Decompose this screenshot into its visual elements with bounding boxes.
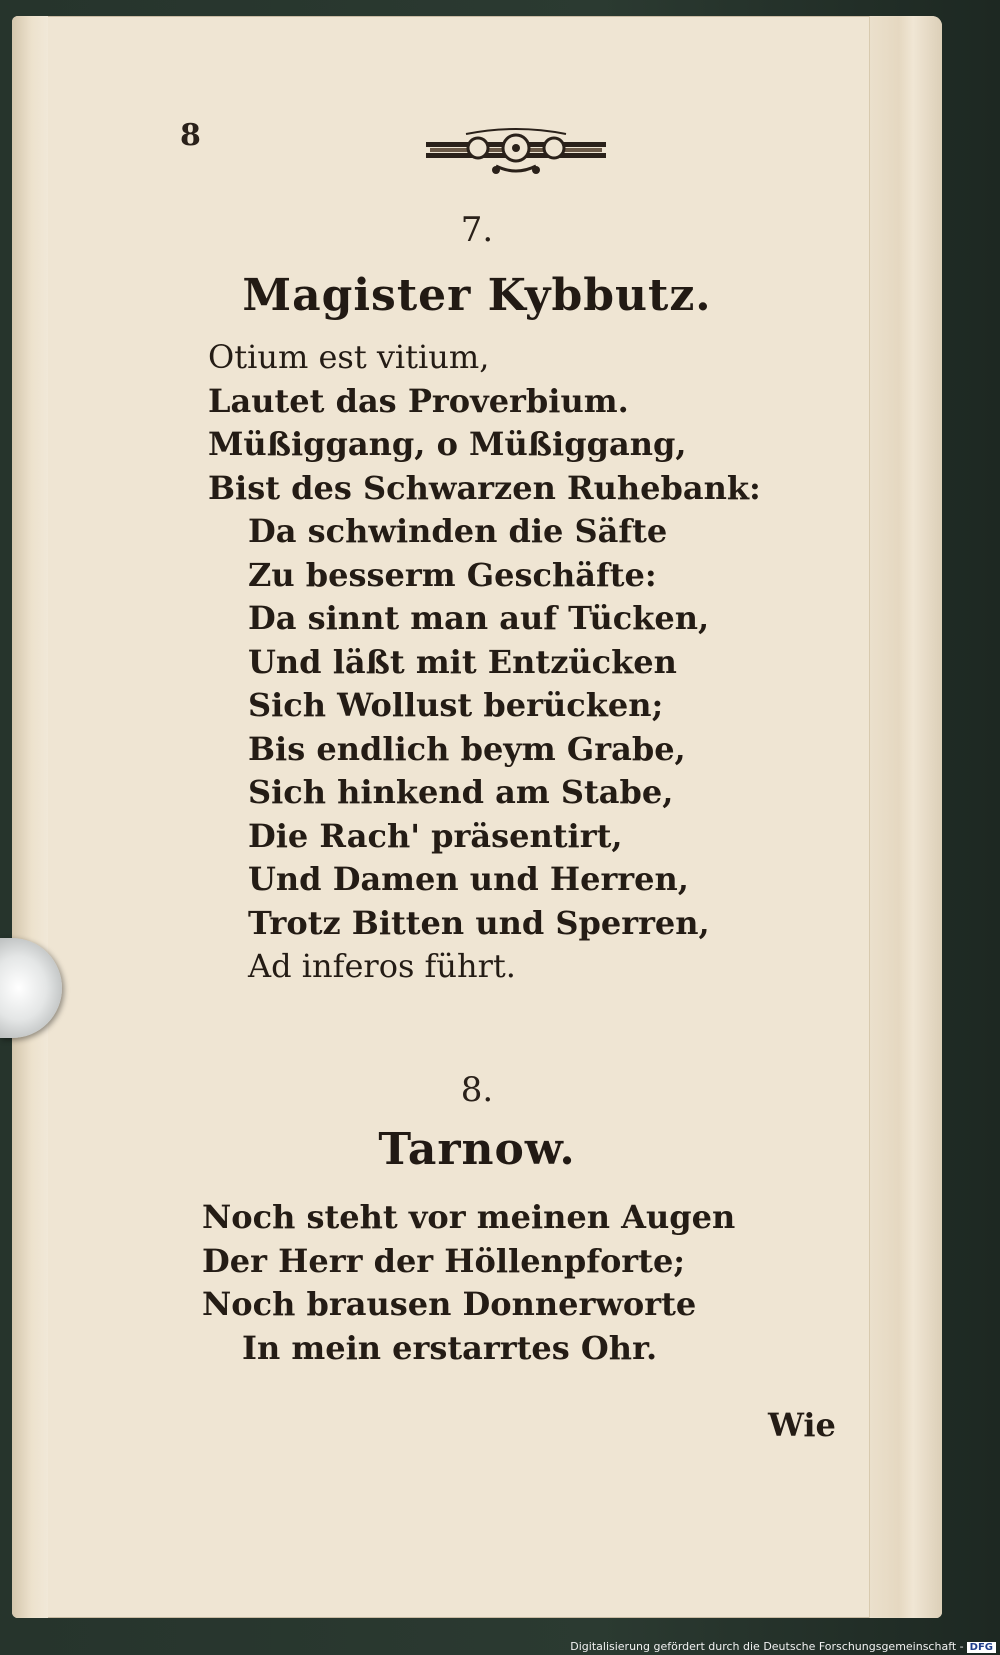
verse-line: Der Herr der Höllenpforte; bbox=[202, 1241, 686, 1280]
page-number: 8 bbox=[180, 118, 201, 153]
book-page bbox=[12, 16, 942, 1618]
verse-line: Bist des Schwarzen Ruhebank: bbox=[208, 468, 761, 507]
poem-title: Tarnow. bbox=[378, 1124, 576, 1175]
verse-line: Lautet das Proverbium. bbox=[208, 381, 629, 420]
poem-title: Magister Kybbutz. bbox=[242, 270, 712, 321]
verse-line: Trotz Bitten und Sperren, bbox=[248, 903, 710, 942]
verse-line: Zu besserm Geschäfte: bbox=[248, 555, 657, 594]
ornament-icon bbox=[426, 126, 606, 178]
verse-line: Da schwinden die Säfte bbox=[248, 512, 668, 550]
poem-verse bbox=[208, 336, 761, 989]
verse-line: Noch steht vor meinen Augen bbox=[202, 1198, 736, 1236]
digitization-credit bbox=[570, 1640, 996, 1653]
verse-line: Und läßt mit Entzücken bbox=[248, 642, 677, 681]
credit-text: Digitalisierung gefördert durch die Deutsche Forschungsgemeinschaft - bbox=[570, 1640, 964, 1653]
page-edge-right bbox=[869, 16, 942, 1618]
verse-line: Otium est vitium, bbox=[208, 338, 490, 376]
poem-number: 7. bbox=[460, 210, 494, 250]
verse-line: Die Rach' präsentirt, bbox=[248, 816, 623, 855]
dfg-logo: DFG bbox=[967, 1642, 996, 1653]
verse-line: Sich Wollust berücken; bbox=[248, 686, 664, 724]
verse-line: Noch brausen Donnerworte bbox=[202, 1285, 697, 1323]
page-edge-left bbox=[12, 16, 48, 1618]
verse-line: In mein erstarrtes Ohr. bbox=[242, 1328, 658, 1367]
verse-line: Da sinnt man auf Tücken, bbox=[248, 599, 710, 637]
verse-line: Und Damen und Herren, bbox=[248, 860, 689, 898]
verse-line: Ad inferos führt. bbox=[248, 947, 516, 985]
verse-line: Sich hinkend am Stabe, bbox=[248, 773, 674, 811]
poem-verse bbox=[202, 1196, 735, 1370]
poem-number: 8. bbox=[460, 1070, 494, 1110]
verse-line: Müßiggang, o Müßiggang, bbox=[208, 425, 687, 463]
catchword: Wie bbox=[768, 1406, 836, 1444]
verse-line: Bis endlich beym Grabe, bbox=[248, 729, 686, 768]
